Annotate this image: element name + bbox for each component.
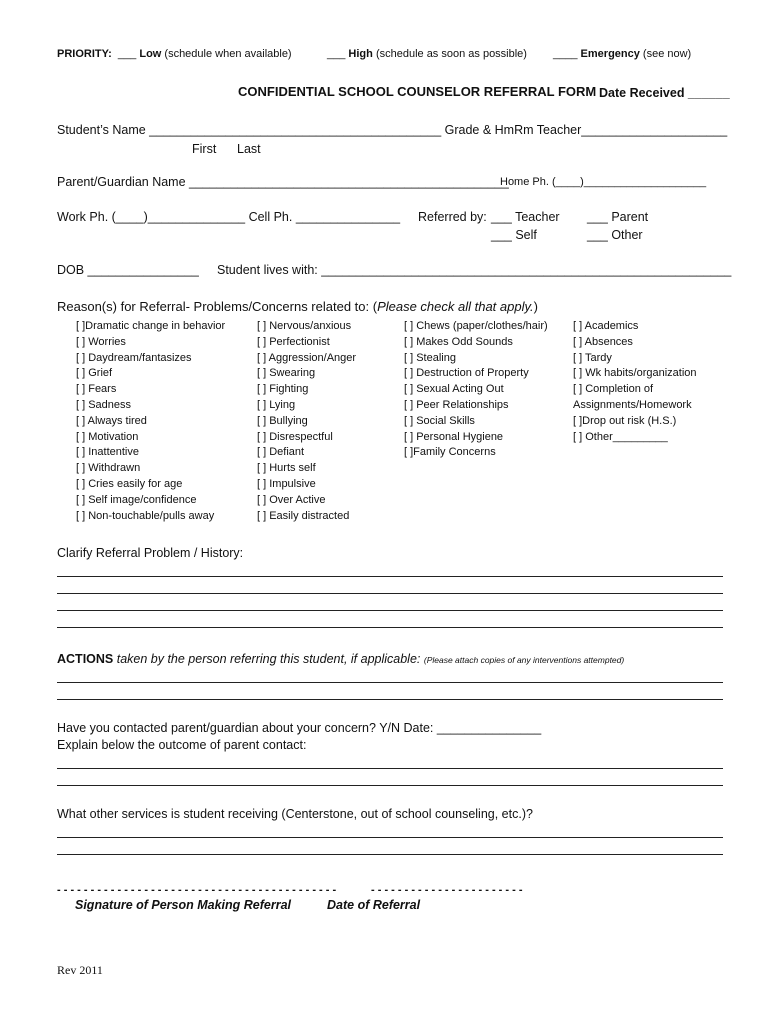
reason-item[interactable]: [ ]Drop out risk (H.S.) — [573, 414, 677, 427]
actions-line-2[interactable] — [57, 699, 723, 700]
reasons-heading-suffix: ) — [533, 299, 538, 314]
reason-item[interactable]: [ ] Daydream/fantasizes — [76, 351, 192, 364]
reasons-heading-prefix: Reason(s) for Referral- Problems/Concerns related to: ( — [57, 299, 378, 314]
reason-item[interactable]: [ ] Fears — [76, 383, 117, 396]
reason-item[interactable]: [ ] Fighting — [257, 383, 309, 396]
priority-label: PRIORITY: — [57, 48, 112, 60]
high-blank[interactable]: ___ — [327, 48, 346, 60]
reason-item[interactable]: [ ] Cries easily for age — [76, 477, 183, 490]
reason-item[interactable]: [ ] Nervous/anxious — [257, 320, 352, 332]
actions-note: (Please attach copies of any interventions attempted) — [423, 655, 625, 665]
actions-bold: ACTIONS — [57, 652, 114, 666]
reason-item[interactable]: [ ]Dramatic change in behavior — [76, 320, 226, 332]
reason-item[interactable]: [ ] Swearing — [257, 367, 316, 380]
ref-other-option[interactable]: ___ Other — [587, 228, 643, 242]
reason-item[interactable]: [ ] Grief — [76, 367, 113, 380]
reason-item[interactable]: [ ] Withdrawn — [76, 462, 141, 475]
lives-with-field[interactable]: Student lives with: ___________________________________________________________ — [217, 263, 732, 277]
high-note: (schedule as soon as possible) — [375, 48, 527, 60]
reason-item[interactable]: [ ] Hurts self — [257, 462, 316, 475]
low-blank[interactable]: ___ — [117, 48, 137, 60]
low-note: (schedule when available) — [164, 48, 292, 60]
reason-item[interactable]: [ ] Peer Relationships — [404, 398, 509, 411]
date-received[interactable]: Date Received ______ — [599, 86, 730, 100]
clarify-line-3[interactable] — [57, 610, 723, 611]
actions-italic: taken by the person referring this student, if applicable: — [116, 652, 421, 666]
date-line[interactable]: - - - - - - - - - - - - - - - - - - - - - - - — [371, 884, 523, 896]
reason-item[interactable]: [ ]Family Concerns — [404, 446, 496, 459]
reason-item[interactable]: Assignments/Homework — [573, 398, 692, 411]
date-of-referral-label: Date of Referral — [327, 898, 421, 912]
priority-line — [57, 48, 292, 60]
reasons-col-3 — [404, 319, 548, 461]
reason-item[interactable]: [ ] Stealing — [404, 351, 456, 364]
services-line-2[interactable] — [57, 854, 723, 855]
emergency-label: Emergency — [580, 48, 640, 60]
reason-item[interactable]: [ ] Over Active — [257, 493, 326, 506]
form-title: CONFIDENTIAL SCHOOL COUNSELOR REFERRAL FORM — [238, 84, 597, 99]
emergency-note: (see now) — [642, 48, 692, 60]
reason-item[interactable]: [ ] Easily distracted — [257, 509, 350, 522]
home-phone-field[interactable]: Home Ph. (____)____________________ — [500, 176, 707, 188]
contacted-question[interactable]: Have you contacted parent/guardian about your concern? Y/N Date: _______________ — [57, 721, 542, 735]
reason-item[interactable]: [ ] Inattentive — [76, 446, 139, 459]
reason-item[interactable]: [ ] Academics — [573, 320, 639, 332]
reasons-heading — [57, 299, 538, 314]
reasons-col-2 — [257, 319, 356, 524]
reason-item[interactable]: [ ] Absences — [573, 335, 633, 348]
explain-label: Explain below the outcome of parent contact: — [57, 738, 307, 752]
actions-line-1[interactable] — [57, 682, 723, 683]
reasons-col-1 — [76, 319, 225, 524]
emergency-blank[interactable]: ____ — [553, 48, 578, 60]
student-name-field[interactable]: Student’s Name __________________________________________ Grade & HmRm Teacher_____________________ — [57, 123, 728, 137]
reason-item[interactable]: [ ] Non-touchable/pulls away — [76, 509, 215, 522]
reason-item[interactable]: [ ] Self image/confidence — [76, 493, 197, 506]
reason-item[interactable]: [ ] Always tired — [76, 414, 147, 427]
reason-item[interactable]: [ ] Disrespectful — [257, 430, 333, 443]
dob-field[interactable]: DOB ________________ — [57, 263, 199, 277]
ref-self-option[interactable]: ___ Self — [491, 228, 537, 242]
reason-item[interactable]: [ ] Bullying — [257, 414, 308, 427]
reasons-col-4 — [573, 319, 697, 445]
low-label: Low — [139, 48, 162, 60]
reason-item[interactable]: [ ] Completion of — [573, 383, 654, 396]
signature-label: Signature of Person Making Referral — [75, 898, 292, 912]
work-cell-field[interactable]: Work Ph. (____)______________ Cell Ph. _______________ — [57, 210, 401, 224]
reason-item[interactable]: [ ] Destruction of Property — [404, 367, 529, 380]
explain-line-2[interactable] — [57, 785, 723, 786]
reason-item[interactable]: [ ] Sadness — [76, 398, 132, 411]
reason-item[interactable]: [ ] Defiant — [257, 446, 305, 459]
clarify-label: Clarify Referral Problem / History: — [57, 546, 244, 560]
services-line-1[interactable] — [57, 837, 723, 838]
ref-parent-option[interactable]: ___ Parent — [587, 210, 649, 224]
first-label: First — [192, 142, 217, 156]
clarify-line-2[interactable] — [57, 593, 723, 594]
revision-note: Rev 2011 — [57, 963, 103, 977]
clarify-line-4[interactable] — [57, 627, 723, 628]
reason-item[interactable]: [ ] Makes Odd Sounds — [404, 335, 513, 348]
priority-emergency — [553, 48, 691, 60]
reason-item[interactable]: [ ] Impulsive — [257, 477, 316, 490]
reason-item[interactable]: [ ] Wk habits/organization — [573, 367, 697, 380]
high-label: High — [348, 48, 373, 60]
reasons-heading-italic: Please check all that apply. — [377, 299, 534, 314]
reason-item[interactable]: [ ] Motivation — [76, 430, 139, 443]
reason-item[interactable]: [ ] Social Skills — [404, 414, 475, 427]
reason-item[interactable]: [ ] Other_________ — [573, 430, 668, 443]
last-label: Last — [237, 142, 261, 156]
reason-item[interactable]: [ ] Lying — [257, 398, 296, 411]
ref-teacher-option[interactable]: ___ Teacher — [491, 210, 560, 224]
reason-item[interactable]: [ ] Sexual Acting Out — [404, 383, 504, 396]
referred-by-label: Referred by: — [418, 210, 487, 224]
parent-name-field[interactable]: Parent/Guardian Name ______________________________________________ — [57, 175, 509, 189]
actions-label — [57, 652, 624, 666]
signature-line[interactable]: - - - - - - - - - - - - - - - - - - - - - - - - - - - - - - - - - - - - - - - - - - — [57, 884, 337, 896]
reason-item[interactable]: [ ] Tardy — [573, 351, 612, 364]
priority-high — [327, 48, 527, 60]
reason-item[interactable]: [ ] Chews (paper/clothes/hair) — [404, 320, 548, 332]
reason-item[interactable]: [ ] Aggression/Anger — [257, 351, 357, 364]
clarify-line-1[interactable] — [57, 576, 723, 577]
services-question: What other services is student receiving (Centerstone, out of school counseling, etc.)? — [57, 807, 533, 821]
reason-item[interactable]: [ ] Worries — [76, 335, 126, 348]
explain-line-1[interactable] — [57, 768, 723, 769]
reason-item[interactable]: [ ] Perfectionist — [257, 335, 330, 348]
reason-item[interactable]: [ ] Personal Hygiene — [404, 430, 504, 443]
